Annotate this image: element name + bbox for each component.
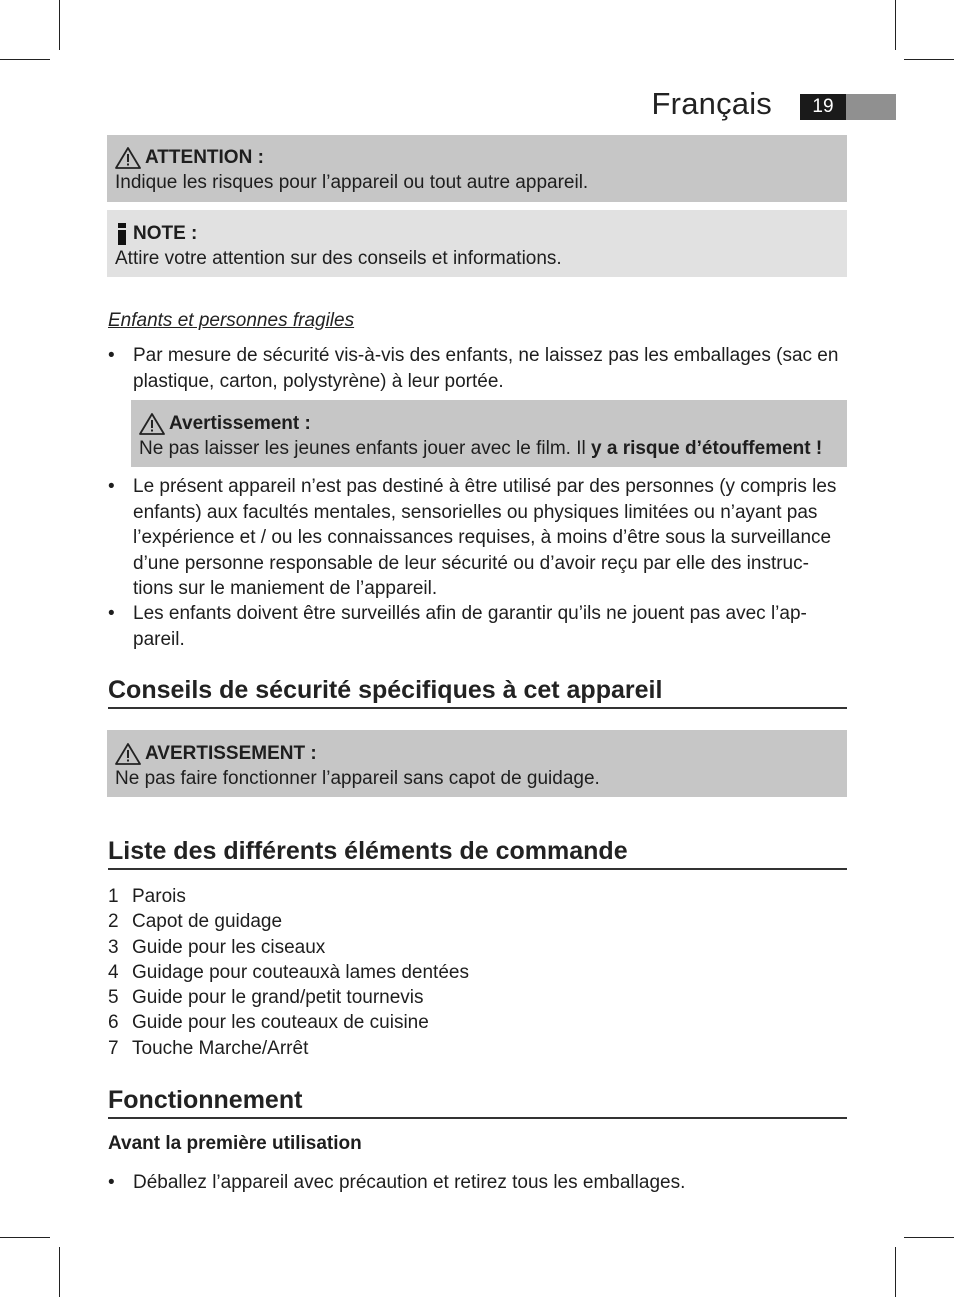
list-item-label: Capot de guidage <box>132 911 283 933</box>
attention-box <box>107 135 847 202</box>
attention-title-row <box>115 145 839 170</box>
bullet-line: Le présent appareil n’est pas destiné à être utilisé par des personnes (y compris les <box>133 476 837 497</box>
crop-mark <box>59 0 60 50</box>
list-item-number: 4 <box>108 961 119 983</box>
controls-section-heading: Liste des différents éléments de commande <box>108 837 847 870</box>
list-item-label: Guide pour le grand/petit tournevis <box>132 987 424 1009</box>
list-item-label: Parois <box>132 886 186 907</box>
list-item-number: 1 <box>108 886 119 907</box>
bullet-dot: • <box>108 345 115 366</box>
crop-mark <box>904 1237 954 1238</box>
list-item <box>108 985 469 1010</box>
children-warning-text <box>139 436 839 461</box>
warning-triangle-icon <box>115 743 141 765</box>
crop-mark <box>59 1247 60 1297</box>
safety-section-heading: Conseils de sécurité spécifiques à cet appareil <box>108 676 847 709</box>
attention-text: Indique les risques pour l’appareil ou tout autre appareil. <box>115 172 589 193</box>
list-item-label: Guide pour les ciseaux <box>132 936 326 958</box>
warning-triangle-icon <box>139 413 165 435</box>
children-section-heading: Enfants et personnes fragiles <box>108 310 355 331</box>
bullet-line: d’une personne responsable de leur sécurité ou d’avoir reçu par elle des instruc- <box>133 552 809 574</box>
bullet-line: plastique, carton, polystyrène) à leur portée. <box>133 370 504 392</box>
header-bar <box>846 94 896 120</box>
note-text: Attire votre attention sur des conseils et informations. <box>115 248 562 269</box>
list-item-label: Guidage pour couteauxà lames dentées <box>132 961 469 983</box>
bullet-line: Les enfants doivent être surveillés afin de garantir qu’ils ne jouent pas avec l’ap- <box>133 603 807 624</box>
page-number: 19 <box>800 94 846 120</box>
note-title-row <box>115 221 839 246</box>
list-item-label: Guide pour les couteaux de cuisine <box>132 1012 429 1034</box>
bullet-dot: • <box>108 1172 115 1193</box>
list-item-number: 3 <box>108 936 119 958</box>
safety-warning-title: AVERTISSEMENT : <box>145 743 317 764</box>
list-item <box>108 935 469 960</box>
safety-warning-box <box>107 730 847 797</box>
list-item <box>108 884 469 909</box>
operation-section-heading: Fonctionnement <box>108 1086 847 1119</box>
attention-title: ATTENTION : <box>145 147 264 168</box>
controls-list <box>108 884 469 1061</box>
children-warning-title: Avertissement : <box>169 413 311 434</box>
children-warning-title-row <box>139 411 839 436</box>
info-icon <box>115 222 129 246</box>
crop-mark <box>895 1247 896 1297</box>
list-item-number: 6 <box>108 1012 119 1034</box>
crop-mark <box>0 59 50 60</box>
warning-triangle-icon <box>115 147 141 169</box>
operation-subheading: Avant la première utilisation <box>108 1133 362 1154</box>
safety-warning-title-row <box>115 741 839 766</box>
list-item-label: Touche Marche/Arrêt <box>132 1037 309 1059</box>
bullet-item <box>108 601 848 652</box>
list-item-number: 2 <box>108 911 119 933</box>
bullet-line: pareil. <box>133 628 185 650</box>
bullet-line: tions sur le maniement de l’appareil. <box>133 578 438 599</box>
bullet-item <box>108 474 848 602</box>
bullet-item <box>108 1170 848 1196</box>
bullet-dot: • <box>108 603 115 624</box>
list-item <box>108 1036 469 1061</box>
bullet-line: enfants) aux facultés mentales, sensorielles ou physiques limitées ou n’ayant pas <box>133 501 818 523</box>
bullet-line: Déballez l’appareil avec précaution et retirez tous les emballages. <box>133 1172 686 1193</box>
safety-warning-text: Ne pas faire fonctionner l’appareil sans capot de guidage. <box>115 768 600 789</box>
children-warning-text-bold: y a risque d’étouffement ! <box>591 438 823 459</box>
list-item <box>108 909 469 934</box>
list-item-number: 5 <box>108 987 119 1009</box>
list-item <box>108 960 469 985</box>
crop-mark <box>895 0 896 50</box>
children-warning-box <box>131 400 847 467</box>
bullet-item <box>108 343 848 394</box>
bullet-line: l’expérience et / ou les connaissances requises, à moins d’être sous la surveillance <box>133 527 832 548</box>
list-item <box>108 1010 469 1035</box>
bullet-dot: • <box>108 476 115 497</box>
page-language-title: Français <box>651 86 772 121</box>
list-item-number: 7 <box>108 1037 119 1059</box>
note-box <box>107 210 847 277</box>
note-title: NOTE : <box>133 223 198 244</box>
crop-mark <box>0 1237 50 1238</box>
bullet-line: Par mesure de sécurité vis-à-vis des enfants, ne laissez pas les emballages (sac en <box>133 345 839 366</box>
crop-mark <box>904 59 954 60</box>
children-warning-text-normal: Ne pas laisser les jeunes enfants jouer avec le film. Il <box>139 438 591 459</box>
